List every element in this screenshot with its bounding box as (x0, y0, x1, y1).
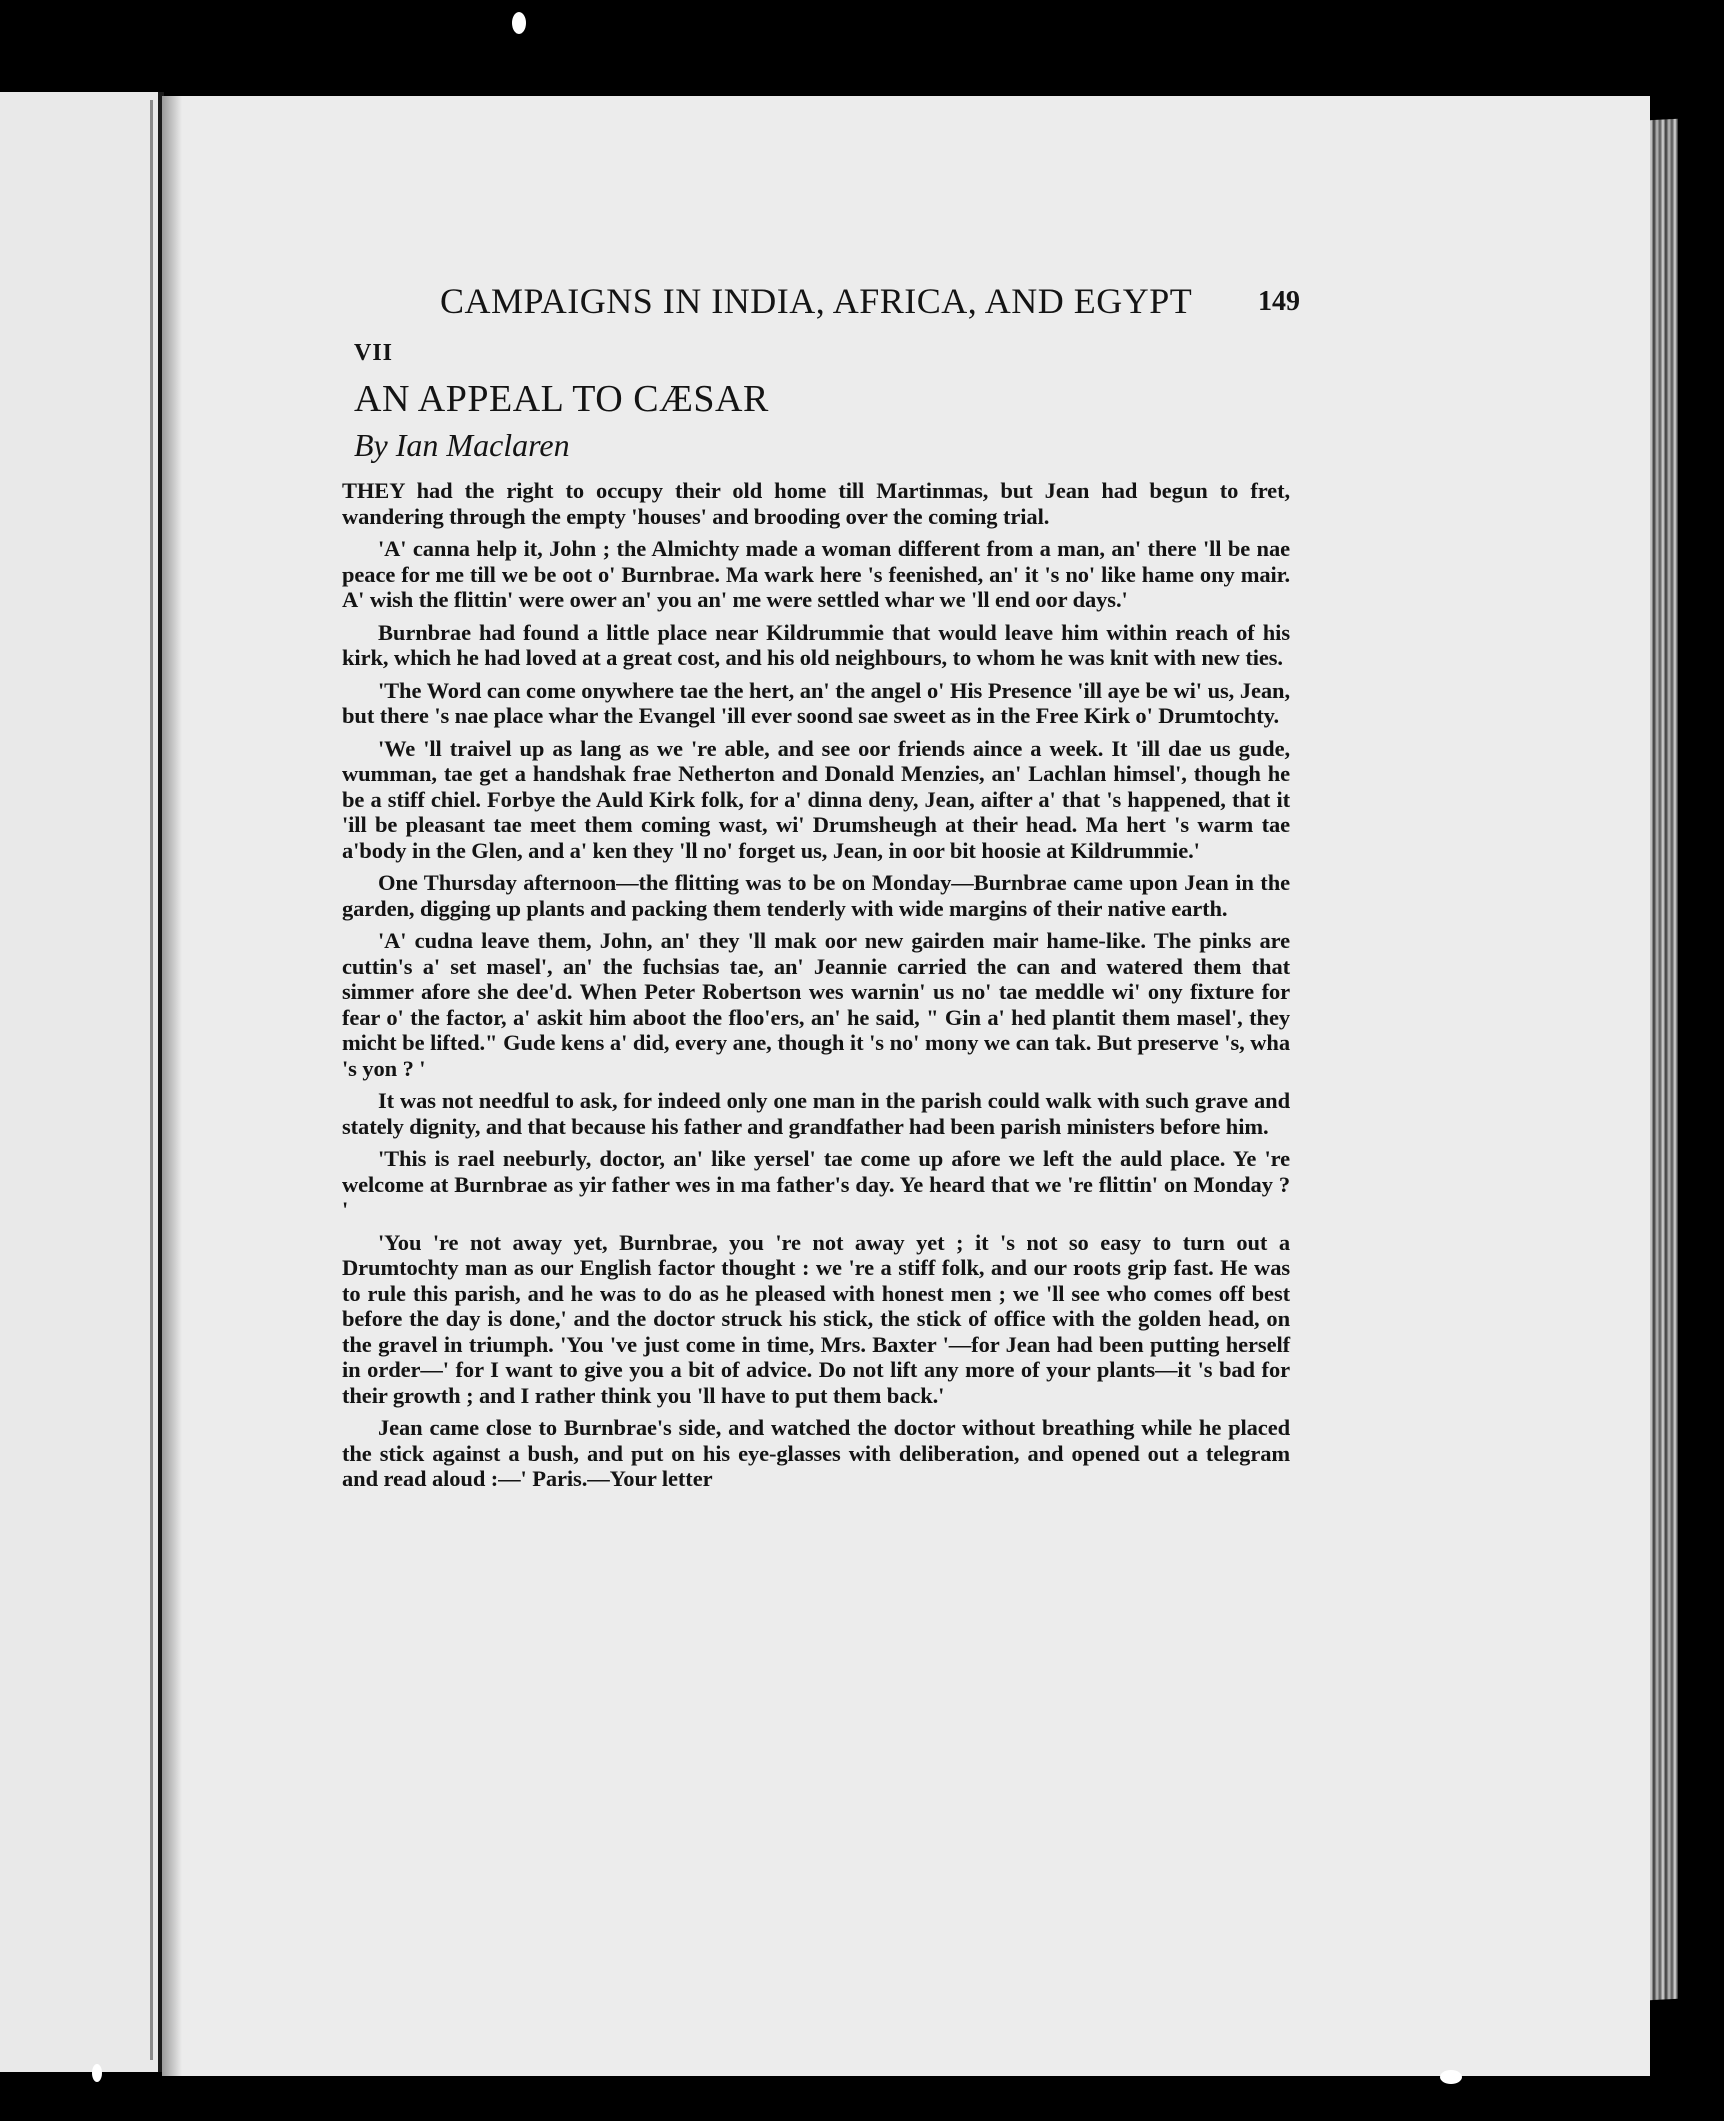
body-paragraph: 'This is rael neeburly, doctor, an' like yersel' tae come up afore we left the auld place. Ye 're welcome at Burnbrae as yir father wes in ma father's day. Ye heard that we 're flittin' on Monday ? ' (342, 1146, 1290, 1222)
scan-speck (1440, 2070, 1462, 2084)
page-text (330, 280, 1300, 1499)
body-paragraph: It was not needful to ask, for indeed only one man in the parish could walk with such grave and stately dignity, and that because his father and grandfather had been parish ministers before him. (342, 1088, 1290, 1139)
chapter-byline: By Ian Maclaren (354, 427, 570, 463)
body-paragraph: THEY had the right to occupy their old home till Martinmas, but Jean had begun to fret, wandering through the empty 'houses' and brooding over the coming trial. (342, 478, 1290, 529)
chapter-title: AN APPEAL TO CÆSAR (354, 378, 769, 420)
body-paragraph: 'A' cudna leave them, John, an' they 'll mak oor new gairden mair hame-like. The pinks are cuttin's a' set masel', an' the fuchsias tae, an' Jeannie carried the can and watered them that simmer afore she dee'd. When Peter Robertson wes warnin' us no' tae meddle wi' ony fixture for fear o' the factor, a' askit him aboot the floo'ers, an' he said, " Gin a' hed plantit them masel', they micht be lifted." Gude kens a' did, every ane, though it 's no' mony we can tak. But preserve 's, wha 's yon ? ' (342, 928, 1290, 1081)
body-paragraph: 'You 're not away yet, Burnbrae, you 're not away yet ; it 's not so easy to turn out a Drumtochty man as our English factor thought : we 're a stiff folk, and our roots grip fast. He was to rule this parish, and he was to do as he pleased with honest men ; we 'll see who comes off best before the day is done,' and the doctor struck his stick, the stick of office with the golden head, on the gravel in triumph. 'You 've just come in time, Mrs. Baxter '—for Jean had been putting herself in order—' for I want to give you a bit of advice. Do not lift any more of your plants—it 's bad for their growth ; and I rather think you 'll have to put them back.' (342, 1229, 1290, 1408)
binding-shadow (162, 96, 182, 2076)
facing-page-edge (150, 100, 153, 2060)
scan-speck (512, 12, 526, 34)
page-number: 149 (1258, 286, 1300, 317)
body-paragraph: Burnbrae had found a little place near Kildrummie that would leave him within reach of his kirk, which he had loved at a great cost, and his old neighbours, to whom he was knit with new ties. (342, 619, 1290, 670)
body-paragraph: 'A' canna help it, John ; the Almichty made a woman different from a man, an' there 'll be nae peace for me till we be oot o' Burnbrae. Ma wark here 's feenished, an' it 's no' like hame ony mair. A' wish the flittin' were ower an' you an' me were settled whar we 'll end oor days.' (342, 536, 1290, 612)
body-paragraph: 'We 'll traivel up as lang as we 're able, and see oor friends aince a week. It 'ill dae us gude, wumman, tae get a handshak frae Netherton and Donald Menzies, an' Lachlan himsel', though he be a stiff chiel. Forbye the Auld Kirk folk, for a' dinna deny, Jean, aifter a' that 's happened, that it 'ill be pleasant tae meet them coming wast, wi' Drumsheugh at their head. Ma hert 's warm tae a'body in the Glen, and a' ken they 'll no' forget us, Jean, in oor bit hoosie at Kildrummie.' (342, 735, 1290, 863)
facing-page (0, 92, 164, 2072)
scan-speck (92, 2064, 102, 2082)
body-paragraph: One Thursday afternoon—the flitting was to be on Monday—Burnbrae came upon Jean in the garden, digging up plants and packing them tenderly with wide margins of their native earth. (342, 870, 1290, 921)
running-head-title: CAMPAIGNS IN INDIA, AFRICA, AND EGYPT (440, 281, 1193, 321)
running-head (330, 280, 1300, 336)
body-paragraph: 'The Word can come onywhere tae the hert, an' the angel o' His Presence 'ill aye be wi' us, Jean, but there 's nae place whar the Evangel 'ill ever soond sae sweet as in the Free Kirk o' Drumtochty. (342, 677, 1290, 728)
body-paragraph: Jean came close to Burnbrae's side, and watched the doctor without breathing while he placed the stick against a bush, and put on his eye-glasses with deliberation, and opened out a telegram and read aloud :—' Paris.—Your letter (342, 1415, 1290, 1491)
chapter-numeral: VII (354, 340, 394, 366)
